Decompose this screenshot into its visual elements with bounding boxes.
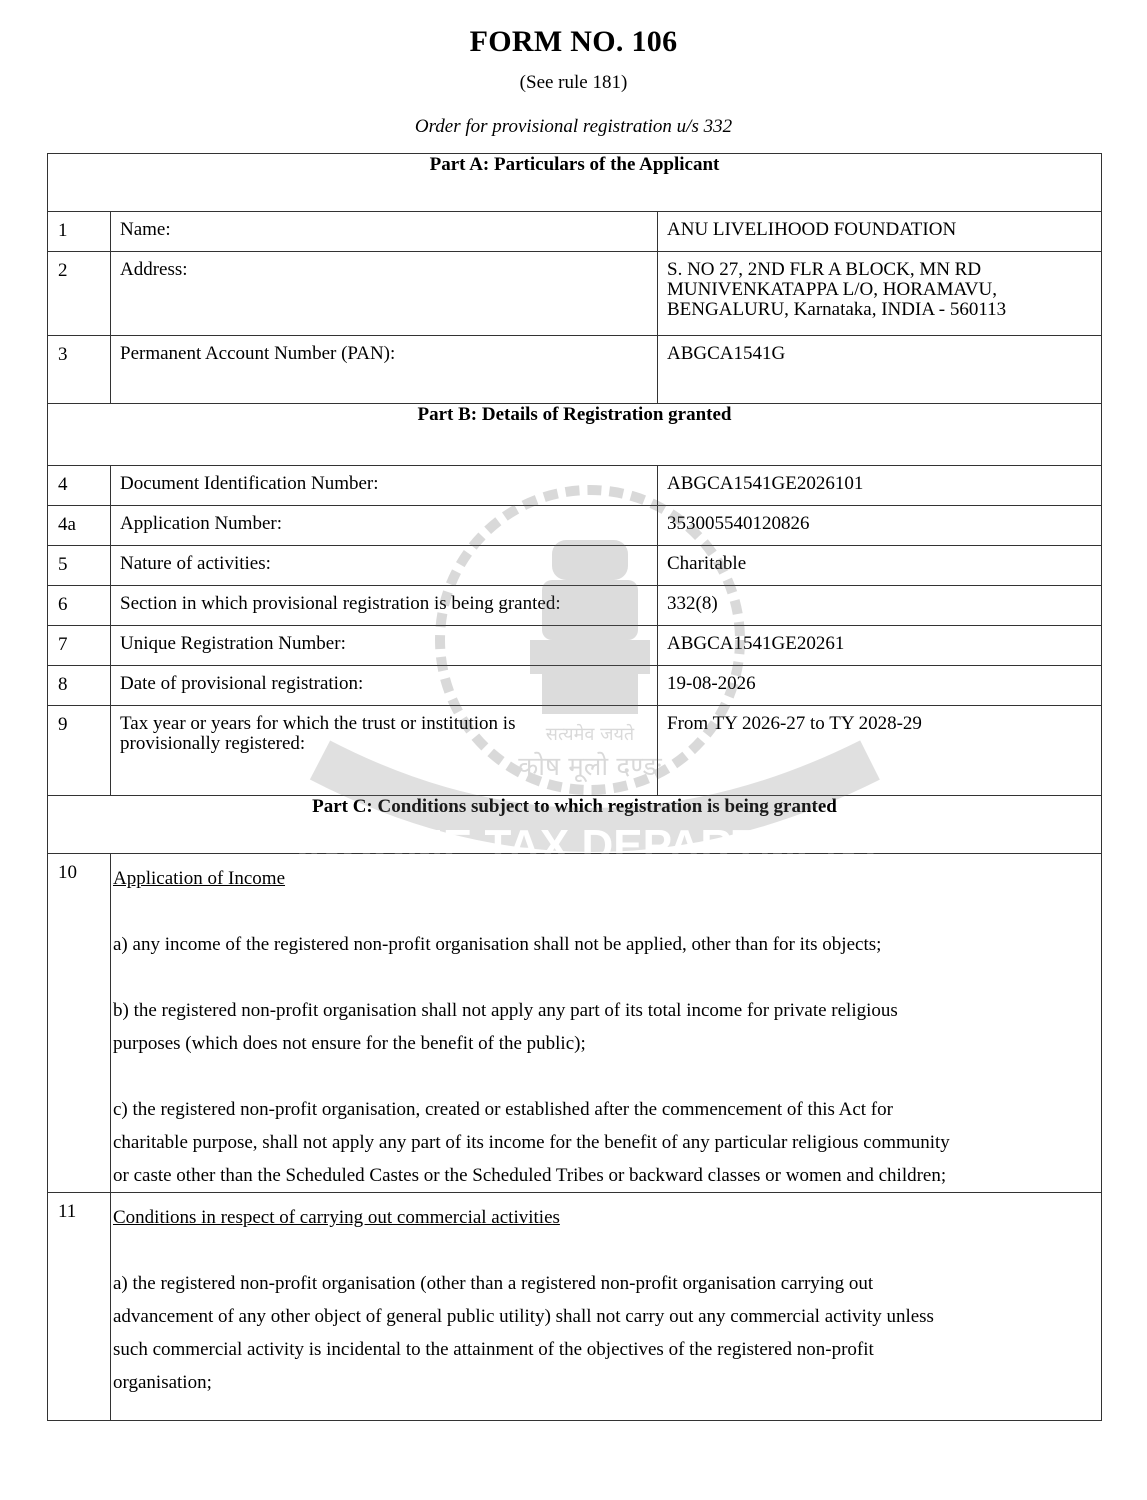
clause-line: or caste other than the Scheduled Castes or the Scheduled Tribes or backward classes or women and children; (113, 1165, 947, 1186)
form-title: FORM NO. 106 (469, 25, 678, 58)
department-name: INCOME TAX DEPARTMENT (296, 821, 884, 870)
emblem-motto: सत्यमेव जयते (545, 724, 635, 745)
row-number: 7 (48, 626, 111, 666)
label-line: Tax year or years for which the trust or institution is (120, 713, 516, 734)
address-line: S. NO 27, 2ND FLR A BLOCK, MN RD (667, 259, 982, 280)
application-number: 353005540120826 (658, 506, 1102, 546)
clause-line: b) the registered non-profit organisation shall not apply any part of its total income for private religious (113, 1000, 898, 1021)
row-number: 4 (48, 466, 111, 506)
department-motto: कोष मूलो दण्डः (518, 752, 662, 782)
part-a-heading: Part A: Particulars of the Applicant (48, 154, 1102, 212)
table-row (48, 466, 1102, 506)
field-label: Date of provisional registration: (111, 666, 658, 706)
table-row (48, 626, 1102, 666)
table-row (48, 506, 1102, 546)
address-line: BENGALURU, Karnataka, INDIA - 560113 (667, 299, 1007, 320)
row-number: 11 (48, 1193, 111, 1421)
field-label: Unique Registration Number: (111, 626, 658, 666)
clause-line: charitable purpose, shall not apply any part of its income for the benefit of any particular religious community (113, 1132, 950, 1153)
part-b-heading: Part B: Details of Registration granted (48, 404, 1102, 466)
part-c-heading-row (48, 796, 1102, 854)
field-label: Permanent Account Number (PAN): (111, 336, 658, 404)
row-number: 6 (48, 586, 111, 626)
table-row (48, 212, 1102, 252)
field-label (111, 706, 658, 796)
row-number: 8 (48, 666, 111, 706)
document-identification-number: ABGCA1541GE2026101 (658, 466, 1102, 506)
clause-line: a) any income of the registered non-profit organisation shall not be applied, other than for its objects; (113, 934, 882, 955)
address-line: MUNIVENKATAPPA L/O, HORAMAVU, (667, 279, 997, 300)
pan-value: ABGCA1541G (658, 336, 1102, 404)
condition-text (111, 1193, 1102, 1421)
clause-line: c) the registered non-profit organisation, created or established after the commencement of this Act for (113, 1099, 893, 1120)
field-label: Address: (111, 252, 658, 336)
field-label: Application Number: (111, 506, 658, 546)
registration-table (47, 153, 1102, 1421)
part-c-heading: Part C: Conditions subject to which registration is being granted (48, 796, 1102, 854)
row-number: 1 (48, 212, 111, 252)
applicant-name: ANU LIVELIHOOD FOUNDATION (658, 212, 1102, 252)
condition-heading: Application of Income (113, 868, 286, 889)
order-title: Order for provisional registration u/s 332 (414, 116, 733, 137)
tax-years: From TY 2026-27 to TY 2028-29 (658, 706, 1102, 796)
table-row (48, 546, 1102, 586)
clause-line: purposes (which does not ensure for the benefit of the public); (113, 1033, 586, 1054)
clause-line: organisation; (113, 1372, 212, 1393)
section-value: 332(8) (658, 586, 1102, 626)
table-row (48, 586, 1102, 626)
part-a-heading-row (48, 154, 1102, 212)
part-b-heading-row (48, 404, 1102, 466)
table-row (48, 706, 1102, 796)
clause-line: a) the registered non-profit organisation (other than a registered non-profit organisation carrying out (113, 1273, 874, 1294)
unique-registration-number: ABGCA1541GE20261 (658, 626, 1102, 666)
label-line: provisionally registered: (120, 733, 306, 754)
row-number: 10 (48, 854, 111, 1193)
registration-date: 19-08-2026 (658, 666, 1102, 706)
field-label: Nature of activities: (111, 546, 658, 586)
row-number: 5 (48, 546, 111, 586)
row-number: 4a (48, 506, 111, 546)
table-row (48, 252, 1102, 336)
condition-text (111, 854, 1102, 1193)
condition-row (48, 1193, 1102, 1421)
field-label: Section in which provisional registration is being granted: (111, 586, 658, 626)
row-number: 3 (48, 336, 111, 404)
row-number: 9 (48, 706, 111, 796)
table-row (48, 666, 1102, 706)
nature-of-activities: Charitable (658, 546, 1102, 586)
condition-heading: Conditions in respect of carrying out commercial activities (113, 1207, 560, 1228)
applicant-address (658, 252, 1102, 336)
field-label: Document Identification Number: (111, 466, 658, 506)
clause-line: advancement of any other object of general public utility) shall not carry out any commercial activity unless (113, 1306, 934, 1327)
field-label: Name: (111, 212, 658, 252)
condition-row (48, 854, 1102, 1193)
clause-line: such commercial activity is incidental to the attainment of the objectives of the registered non-profit (113, 1339, 874, 1360)
rule-reference: (See rule 181) (519, 72, 628, 93)
table-row (48, 336, 1102, 404)
row-number: 2 (48, 252, 111, 336)
